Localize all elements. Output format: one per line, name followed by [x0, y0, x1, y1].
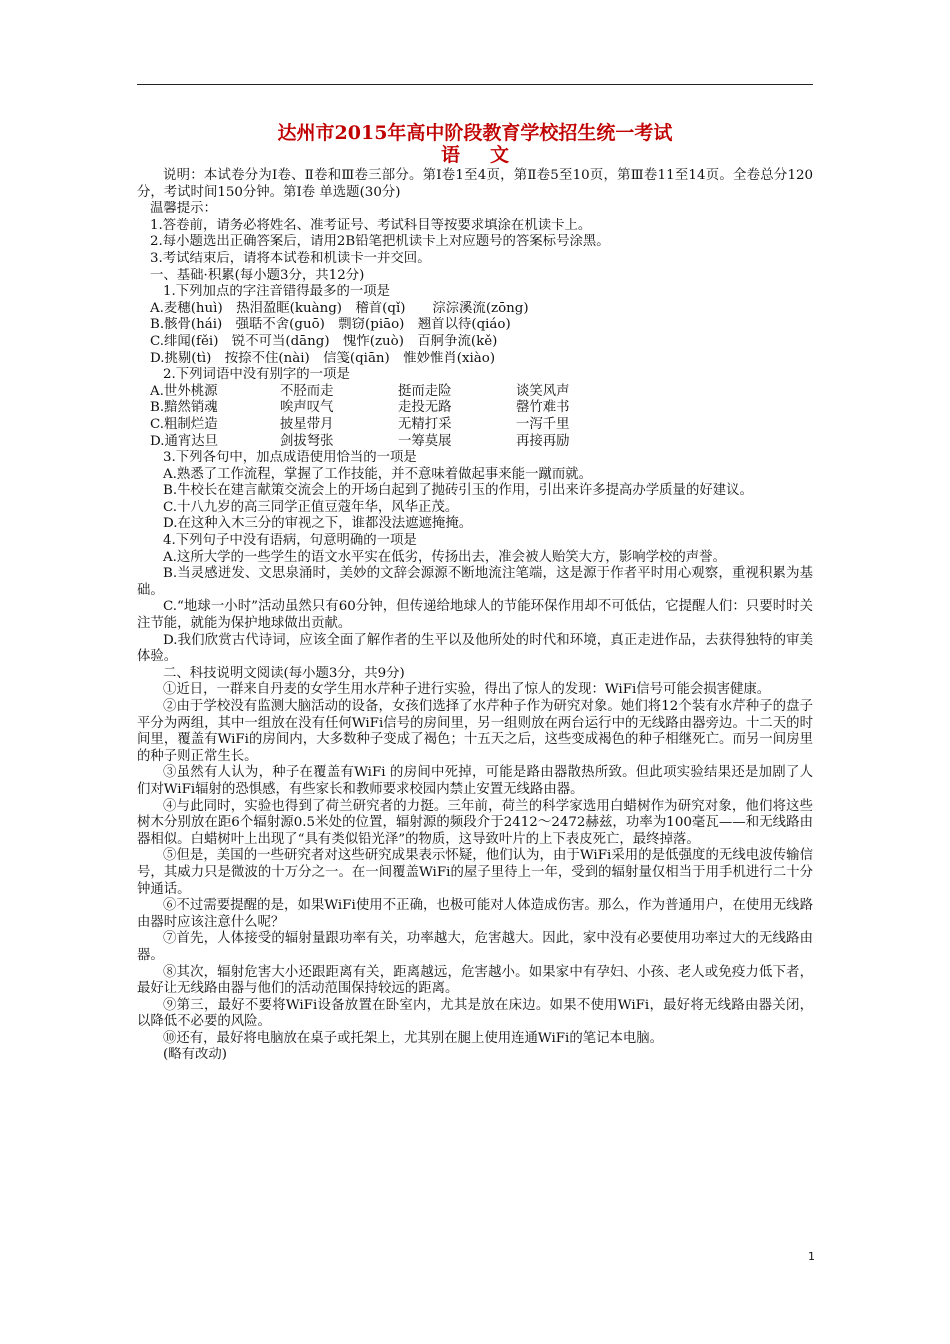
reading-paragraph: ⑩还有，最好将电脑放在桌子或托架上，尤其别在腿上使用连通WiFi的笔记本电脑。: [163, 1030, 664, 1046]
question-stem: 3.下列各句中，加点成语使用恰当的一项是: [163, 450, 417, 466]
reading-paragraph: ⑧其次，辐射危害大小还跟距离有关，距离越远，危害越小。如果家中有孕妇、小孩、老人或免疫力低下者，最好让无线路由器与他们的活动范围保持较远的距离。: [137, 964, 813, 997]
word-cell: 挺而走险: [398, 383, 452, 399]
exam-title: 达州市2015年高中阶段教育学校招生统一考试: [277, 122, 673, 144]
reading-paragraph: ⑥不过需要提醒的是，如果WiFi使用不正确，也极可能对人体造成伤害。那么，作为普通用户，在使用无线路由器时应该注意什么呢？: [137, 898, 813, 930]
reading-paragraph: ①近日，一群来自丹麦的女学生用水芹种子进行实验，得出了惊人的发现：WiFi信号可能会损害健康。: [163, 682, 771, 698]
word-cell: A.世外桃源: [150, 383, 218, 399]
answer-option: C.十八九岁的高三同学正值豆蔻年华，风华正茂。: [163, 499, 459, 515]
word-cell: B.黯然销魂: [150, 400, 218, 416]
word-cell: 不胫而走: [280, 383, 334, 399]
question-stem: 4.下列句子中没有语病，句意明确的一项是: [163, 533, 417, 549]
answer-option: C.绯闻(fěi) 锐不可当(dāng) 愧怍(zuò) 百舸争流(kě): [150, 333, 498, 349]
reading-paragraph: ⑦首先，人体接受的辐射量跟功率有关，功率越大，危害越大。因此，家中没有必要使用功率过大的无线路由器。: [137, 931, 813, 963]
word-cell: 一泻千里: [516, 416, 570, 432]
header-rule: [137, 84, 813, 85]
exam-subject: 语文: [440, 144, 539, 166]
tip-item: 1.答卷前，请务必将姓名、准考证号、考试科目等按要求填涂在机读卡上。: [150, 217, 592, 233]
exam-page: [137, 122, 813, 1064]
exam-instructions: 说明：本试卷分为Ⅰ卷、Ⅱ卷和Ⅲ卷三部分。第Ⅰ卷1至4页，第Ⅱ卷5至10页，第Ⅲ卷11至14页。全卷总分120分，考试时间150分钟。第Ⅰ卷 单选题(30分): [137, 168, 813, 200]
word-cell: 走投无路: [398, 400, 452, 416]
word-cell: 披星带月: [280, 416, 334, 432]
question-stem: 1.下列加点的字注音错得最多的一项是: [163, 284, 391, 300]
word-cell: 谈笑风声: [516, 383, 570, 399]
reading-paragraph: ⑨第三，最好不要将WiFi设备放置在卧室内，尤其是放在床边。如果不使用WiFi，最好将无线路由器关闭，以降低不必要的风险。: [137, 997, 813, 1030]
answer-option: A.熟悉了工作流程，掌握了工作技能，并不意味着做起事来能一蹴而就。: [163, 466, 593, 482]
answer-option: B.牛校长在建言献策交流会上的开场白起到了抛砖引玉的作用，引出来许多提高办学质量的好建议。: [163, 483, 753, 499]
answer-option: B.当灵感迸发、文思泉涌时，美妙的文辞会源源不断地流注笔端，这是源于作者平时用心观察，重视积累为基础。: [137, 566, 813, 598]
word-cell: 唉声叹气: [280, 400, 334, 416]
answer-option: D.我们欣赏古代诗词，应该全面了解作者的生平以及他所处的时代和环境，真正走进作品，去获得独特的审美体验。: [137, 632, 813, 665]
reading-paragraph: ③虽然有人认为，种子在覆盖有WiFi 的房间中死掉，可能是路由器散热所致。但此项实验结果还是加剧了人们对WiFi辐射的恐惧感，有些家长和教师要求校园内禁止安置无线路由器。: [137, 765, 813, 797]
reading-paragraph: ⑤但是，美国的一些研究者对这些研究成果表示怀疑，他们认为，由于WiFi采用的是低强度的无线电波传输信号，其威力只是微波的十万分之一。在一间覆盖WiFi的屋子里待上一年，受到的辐射量仅相当于用手机进行二十分钟通话。: [137, 848, 813, 897]
word-cell: 无精打采: [398, 416, 452, 432]
tips-heading: 温馨提示：: [150, 201, 217, 217]
question-stem: 2.下列词语中没有别字的一项是: [163, 367, 350, 383]
source-note: (略有改动): [163, 1047, 228, 1063]
word-option-grid: [137, 384, 813, 450]
answer-option: D.挑剔(tì) 按捺不住(nài) 信笺(qiān) 惟妙惟肖(xiào): [150, 350, 496, 366]
word-cell: D.通宵达旦: [150, 433, 219, 449]
tip-item: 3.考试结束后，请将本试卷和机读卡一并交回。: [150, 250, 431, 266]
word-cell: 再接再励: [516, 433, 570, 449]
page-number: 1: [808, 1250, 815, 1263]
answer-option: A.这所大学的一些学生的语文水平实在低劣，传扬出去，准会被人贻笑大方，影响学校的声誉。: [163, 549, 726, 565]
section1-heading: 一、基础·积累(每小题3分，共12分): [150, 267, 365, 283]
answer-option: C.“地球一小时”活动虽然只有60分钟，但传递给地球人的节能环保作用却不可低估，它提醒人们：只要时时关注节能，就能为保护地球做出贡献。: [137, 599, 813, 632]
answer-option: A.麦穗(huì) 热泪盈眶(kuàng) 稽首(qǐ) 淙淙溪流(zōng): [150, 300, 529, 316]
word-cell: 一筹莫展: [398, 433, 452, 449]
tip-item: 2.每小题选出正确答案后，请用2B铅笔把机读卡上对应题号的答案标号涂黑。: [150, 234, 610, 250]
section2-heading: 二、科技说明文阅读(每小题3分，共9分): [163, 665, 405, 681]
answer-option: D.在这种入木三分的审视之下，谁都没法遮遮掩掩。: [163, 516, 473, 532]
word-cell: 剑拔弩张: [280, 433, 334, 449]
reading-paragraph: ②由于学校没有监测大脑活动的设备，女孩们选择了水芹种子作为研究对象。她们将12个装有水芹种子的盘子平分为两组，其中一组放在没有任何WiFi信号的房间里，另一组则放在两台运行中的无线路由器旁边。十二天的时间里，覆盖有WiFi的房间内，大多数种子变成了褐色；十五天之后，这些变成褐色的种子相继死亡。而另一间房里的种子则正常生长。: [137, 699, 813, 764]
answer-option: B.骸骨(hái) 强聒不舍(guō) 剽窃(piāo) 翘首以待(qiáo): [150, 317, 511, 333]
word-cell: C.粗制烂造: [150, 416, 218, 432]
word-cell: 罄竹难书: [516, 400, 570, 416]
reading-paragraph: ④与此同时，实验也得到了荷兰研究者的力挺。三年前，荷兰的科学家选用白蜡树作为研究对象，他们将这些树木分别放在距6个辐射源0.5米处的位置，辐射源的频段介于2412～2472赫兹，功率为100毫瓦——和无线路由器相似。白蜡树叶上出现了“具有类似铅光泽”的物质，这导致叶片的上下表皮死亡，最终掉落。: [137, 798, 813, 847]
